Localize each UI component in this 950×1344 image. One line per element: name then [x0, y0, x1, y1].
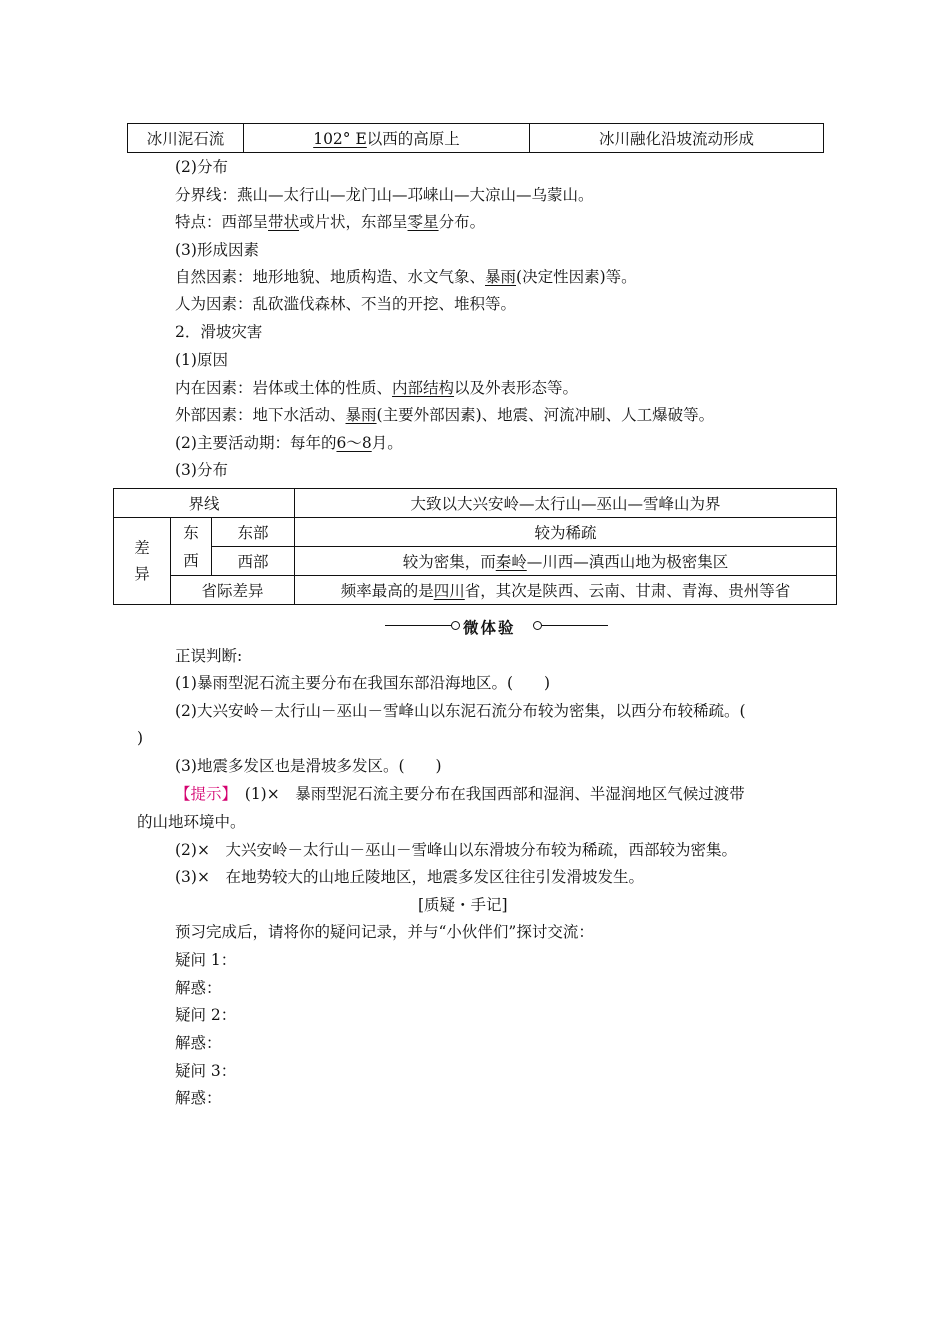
note-question: 疑问 3：: [175, 1062, 237, 1080]
paragraph: 外部因素：地下水活动、暴雨(主要外部因素)、地震、河流冲刷、人工爆破等。: [175, 406, 715, 424]
divider-line: [542, 625, 608, 626]
divider-dot: [533, 621, 542, 630]
paragraph: 特点：西部呈带状或片状，东部呈零星分布。: [175, 213, 486, 231]
table-row: [114, 547, 837, 576]
table-cell: 西部: [212, 547, 295, 576]
answer-continued: 的山地环境中。: [137, 813, 246, 831]
table-cell: 东 西: [171, 518, 212, 576]
note-question: 疑问 1：: [175, 951, 237, 969]
table-cell: 省际差异: [171, 576, 295, 605]
table-row: [114, 576, 837, 605]
table-cell: 界线: [114, 489, 295, 518]
answer: 【提示】 (1)× 暴雨型泥石流主要分布在我国西部和湿润、半湿润地区气候过渡带: [175, 785, 745, 803]
table-cell: 冰川泥石流: [128, 124, 244, 153]
divider-dot: [451, 621, 460, 630]
paragraph: 预习完成后，请将你的疑问记录，并与“小伙伴们”探讨交流：: [175, 923, 594, 941]
paragraph: 正误判断:: [175, 647, 243, 665]
table-cell: 大致以大兴安岭—太行山—巫山—雪峰山为界: [295, 489, 837, 518]
divider-line: [385, 625, 453, 626]
section-heading: (1)原因: [175, 351, 228, 369]
section-heading: (3)分布: [175, 461, 228, 479]
paragraph: 自然因素：地形地貌、地质构造、水文气象、暴雨(决定性因素)等。: [175, 268, 637, 286]
table-cell: 较为密集，而秦岭—川西—滇西山地为极密集区: [295, 547, 837, 576]
table-row: [114, 518, 837, 547]
section-title: 微体验: [463, 618, 516, 637]
paragraph: 内在因素：岩体或土体的性质、内部结构以及外表形态等。: [175, 379, 579, 397]
section-heading: (3)形成因素: [175, 241, 259, 259]
question: (2)大兴安岭－太行山－巫山－雪峰山以东泥石流分布较为密集，以西分布较稀疏。(: [175, 702, 746, 720]
debris-flow-type-table: [127, 123, 824, 153]
landslide-distribution-table: [113, 488, 837, 605]
note-question: 疑问 2：: [175, 1006, 237, 1024]
paragraph: (2)主要活动期：每年的6～8月。: [175, 434, 403, 452]
table-row: [114, 489, 837, 518]
question-continued: ): [137, 729, 144, 747]
table-row: [128, 124, 824, 153]
answer: (2)× 大兴安岭－太行山－巫山－雪峰山以东滑坡分布较为稀疏，西部较为密集。: [175, 841, 737, 859]
paragraph: 人为因素：乱砍滥伐森林、不当的开挖、堆积等。: [175, 295, 517, 313]
table-cell: 较为稀疏: [295, 518, 837, 547]
section-divider: [385, 616, 615, 636]
table-cell: 东部: [212, 518, 295, 547]
hint-tag: 【提示】: [175, 785, 230, 803]
question: (1)暴雨型泥石流主要分布在我国东部沿海地区。( ): [175, 674, 551, 692]
question: (3)地震多发区也是滑坡多发区。( ): [175, 757, 442, 775]
note-answer: 解惑：: [175, 1034, 222, 1052]
note-answer: 解惑：: [175, 1089, 222, 1107]
notes-title: [质疑・手记]: [418, 896, 508, 914]
note-answer: 解惑：: [175, 979, 222, 997]
answer: (3)× 在地势较大的山地丘陵地区，地震多发区往往引发滑坡发生。: [175, 868, 644, 886]
paragraph: 分界线：燕山—太行山—龙门山—邛崃山—大凉山—乌蒙山。: [175, 186, 594, 204]
section-heading: (2)分布: [175, 158, 228, 176]
table-cell: 102° E以西的高原上: [244, 124, 530, 153]
table-cell: 差 异: [114, 518, 171, 605]
section-heading: 2．滑坡灾害: [175, 323, 263, 341]
table-cell: 频率最高的是四川省，其次是陕西、云南、甘肃、青海、贵州等省: [295, 576, 837, 605]
table-cell: 冰川融化沿坡流动形成: [530, 124, 824, 153]
